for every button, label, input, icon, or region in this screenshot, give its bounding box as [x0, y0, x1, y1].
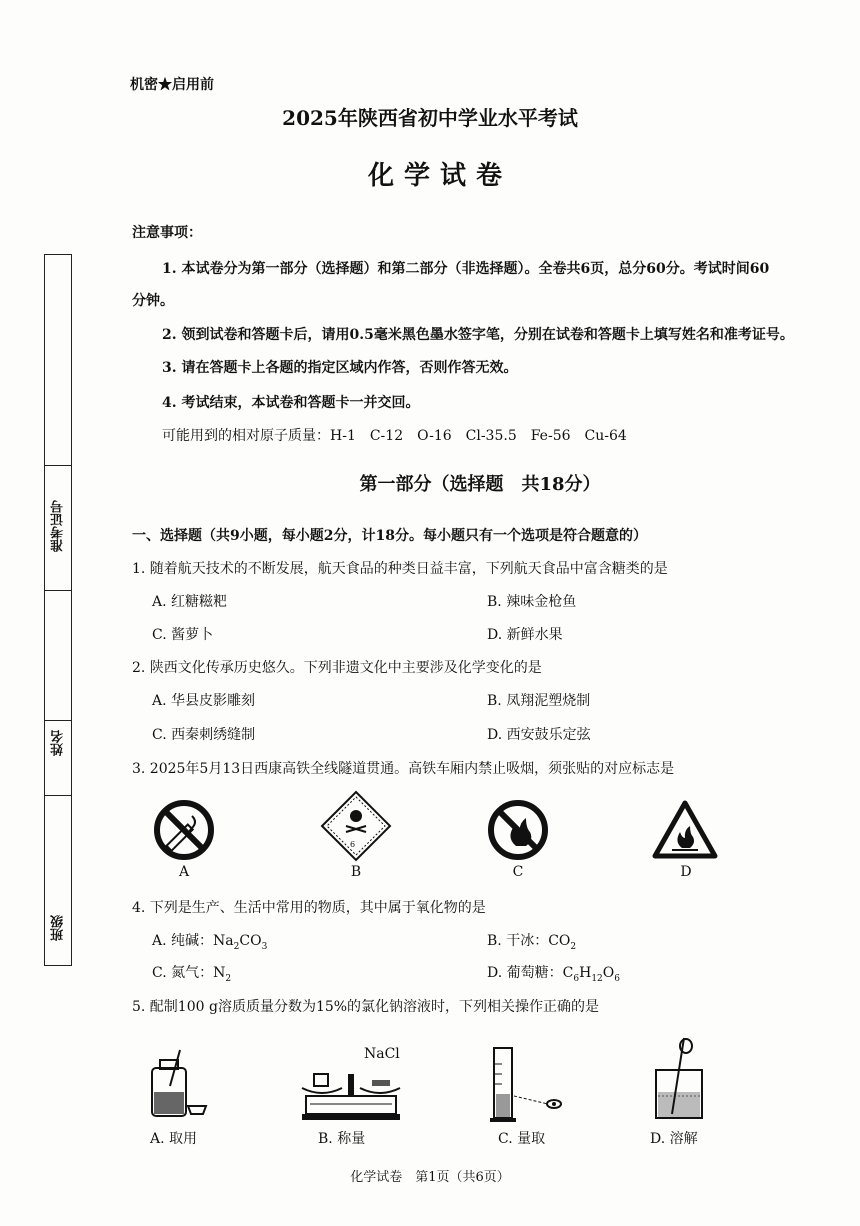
q2-option-a: A. 华县皮影雕刻	[152, 693, 256, 709]
nacl-label: NaCl	[364, 1046, 400, 1062]
q2-option-b: B. 凤翔泥塑烧制	[487, 693, 591, 709]
atomic-masses: 可能用到的相对原子质量：H-1 C-12 O-16 Cl-35.5 Fe-56 Cu-64	[162, 428, 627, 444]
exam-id-label: 准考证号	[51, 500, 66, 552]
toxic-substance-sign-icon	[320, 790, 392, 862]
notice-item: 分钟。	[132, 293, 174, 309]
exam-title: 2025年陕西省初中学业水平考试	[282, 106, 578, 130]
strip-divider	[45, 720, 71, 721]
q3-label-b: B	[350, 864, 362, 880]
diamond-class-number: 6	[350, 840, 356, 849]
balance-scale-illustration-icon	[296, 1066, 406, 1126]
question-1: 1. 随着航天技术的不断发展，航天食品的种类日益丰富，下列航天食品中富含糖类的是	[132, 561, 668, 577]
q1-option-a: A. 红糖糍粑	[152, 594, 228, 610]
q1-option-b: B. 辣味金枪鱼	[487, 594, 577, 610]
q4-option-b: B. 干冰：$CO_2$	[487, 933, 577, 952]
q3-label-d: D	[680, 864, 692, 880]
q5-option-c: C. 量取	[498, 1131, 546, 1147]
section-instruction: 一、选择题（共9小题，每小题2分，计18分。每小题只有一个选项是符合题意的）	[132, 528, 647, 544]
beaker-dissolving-illustration-icon	[654, 1036, 710, 1126]
graduated-cylinder-illustration-icon	[490, 1044, 566, 1124]
q1-option-d: D. 新鲜水果	[487, 627, 563, 643]
q1-option-c: C. 酱萝卜	[152, 627, 214, 643]
q5-option-a: A. 取用	[150, 1131, 198, 1147]
q2-option-d: D. 西安鼓乐定弦	[487, 727, 591, 743]
part1-title: 第一部分（选择题 共18分）	[359, 474, 601, 495]
q4-option-d: D. 葡萄糖：$C_6H_{12}O_6$	[487, 965, 620, 984]
binding-strip	[44, 254, 72, 966]
question-3: 3. 2025年5月13日西康高铁全线隧道贯通。高铁车厢内禁止吸烟，须张贴的对应标志是	[132, 761, 675, 777]
subject-title: 化学试卷	[367, 161, 512, 191]
q5-option-d: D. 溶解	[650, 1131, 698, 1147]
page-footer: 化学试卷 第1页（共6页）	[350, 1170, 510, 1185]
question-5: 5. 配制100 g溶质质量分数为15%的氯化钠溶液时，下列相关操作正确的是	[132, 999, 600, 1015]
q3-label-c: C	[512, 864, 524, 880]
notice-item: 4. 考试结束，本试卷和答题卡一并交回。	[162, 395, 420, 411]
notice-item: 1. 本试卷分为第一部分（选择题）和第二部分（非选择题）。全卷共6页，总分60分。考试时间60	[162, 261, 770, 277]
strip-divider	[45, 590, 71, 591]
strip-divider	[45, 795, 71, 796]
q5-option-b: B. 称量	[318, 1131, 366, 1147]
question-2: 2. 陕西文化传承历史悠久。下列非遗文化中主要涉及化学变化的是	[132, 660, 542, 676]
reagent-bottle-illustration-icon	[148, 1046, 208, 1122]
confidential-mark: 机密★启用前	[130, 77, 214, 93]
strip-divider	[45, 465, 71, 466]
question-4: 4. 下列是生产、生活中常用的物质，其中属于氧化物的是	[132, 900, 486, 916]
class-label: 班级	[51, 915, 66, 941]
q4-option-a: A. 纯碱：$Na_2CO_3$	[152, 933, 268, 952]
q4-option-c: C. 氮气：$N_2$	[152, 965, 232, 984]
notice-item: 3. 请在答题卡上各题的指定区域内作答，否则作答无效。	[162, 360, 518, 376]
flammable-warning-sign-icon	[652, 800, 718, 860]
no-fire-sign-icon	[486, 798, 550, 862]
notice-item: 2. 领到试卷和答题卡后，请用0.5毫米黑色墨水签字笔，分别在试卷和答题卡上填写姓名和准考证号。	[162, 327, 794, 343]
q2-option-c: C. 西秦刺绣缝制	[152, 727, 256, 743]
q3-label-a: A	[178, 864, 190, 880]
no-smoking-sign-icon	[152, 798, 216, 862]
notice-heading: 注意事项：	[132, 225, 202, 241]
name-label: 姓名	[51, 730, 66, 756]
